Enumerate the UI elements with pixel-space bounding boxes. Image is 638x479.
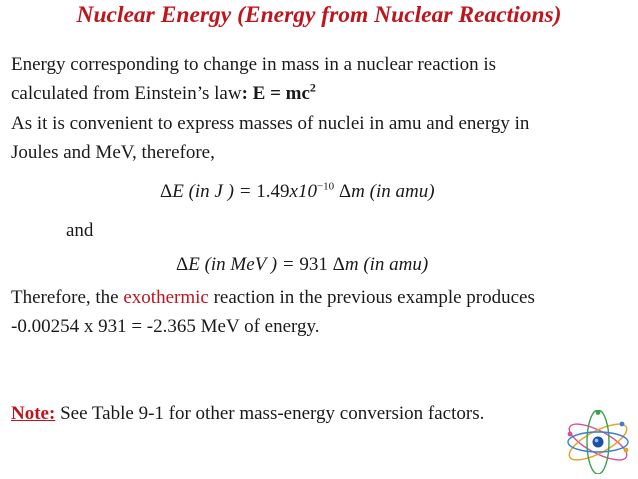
eq2-delta-m: Δ — [327, 254, 345, 275]
equation-energy-mev — [176, 254, 428, 276]
eq1-var-e: E — [172, 181, 184, 202]
eq2-coefficient: 931 — [299, 254, 328, 275]
para3-line2: -0.00254 x 931 = -2.365 MeV of energy. — [11, 316, 320, 337]
para3-prefix: Therefore, the — [11, 287, 124, 308]
eq1-delta-m: Δ — [334, 181, 352, 202]
note-text: See Table 9-1 for other mass-energy conversion factors. — [55, 403, 485, 424]
and-text: and — [66, 220, 94, 241]
note-line — [11, 403, 484, 425]
eq2-rhs-unit: (in amu) — [358, 254, 429, 275]
para1-line1: Energy corresponding to change in mass in a nuclear reaction is — [11, 54, 497, 75]
eq2-delta: Δ — [176, 254, 189, 275]
para1-line2 — [11, 80, 316, 105]
eq1-delta: Δ — [160, 181, 173, 202]
note-label: Note: — [11, 403, 56, 424]
einstein-formula-exponent: 2 — [309, 80, 316, 95]
eq1-rhs-unit: (in amu) — [364, 181, 435, 202]
eq1-var-m: m — [351, 181, 365, 202]
para2-line1: As it is convenient to express masses of nuclei in amu and energy in — [11, 113, 530, 134]
exothermic-highlight: exothermic — [123, 287, 209, 308]
para3-suffix: reaction in the previous example produces — [208, 287, 535, 308]
eq1-coefficient: 1.49 — [256, 181, 290, 202]
eq1-times: x10 — [289, 181, 317, 202]
eq1-exponent: −10 — [316, 180, 335, 193]
einstein-formula-text: : E = mc — [241, 83, 310, 104]
eq2-unit: (in MeV ) = — [199, 254, 300, 275]
para1-line2-prefix: calculated from Einstein’s law — [11, 83, 242, 104]
atom-svg — [562, 410, 634, 474]
para3-line1 — [11, 287, 535, 309]
equation-energy-joules — [160, 181, 435, 203]
para2-line2: Joules and MeV, therefore, — [11, 142, 215, 163]
atom-icon — [562, 410, 634, 474]
einstein-formula — [241, 80, 316, 104]
eq2-var-m: m — [344, 254, 359, 275]
eq1-unit: (in J ) = — [183, 181, 257, 202]
eq2-var-e: E — [188, 254, 200, 275]
page-title: Nuclear Energy (Energy from Nuclear Reactions) — [76, 2, 562, 28]
